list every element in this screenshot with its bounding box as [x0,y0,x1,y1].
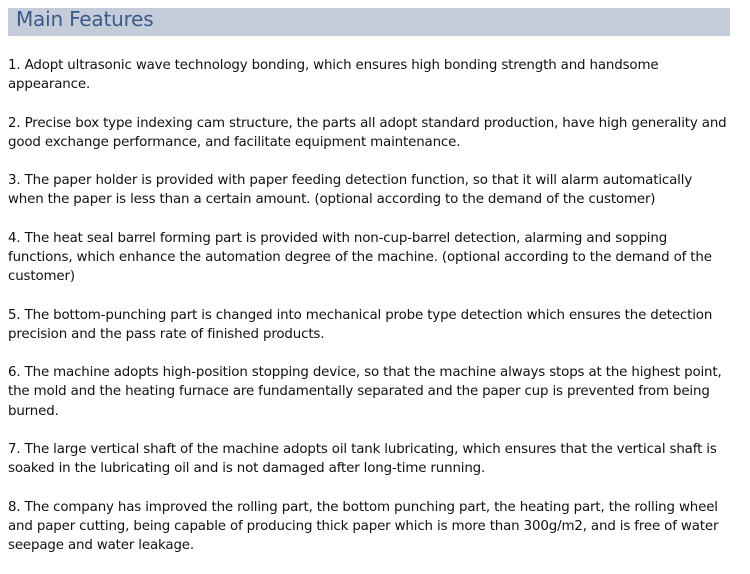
feature-item: 7. The large vertical shaft of the machine adopts oil tank lubricating, which ensures that the vertical shaft is soaked in the lubricating oil and is not damaged after long-time running. [8,441,717,477]
section-header [8,8,730,36]
section-title: Main Features [16,7,154,31]
features-list [8,56,730,574]
feature-item: 1. Adopt ultrasonic wave technology bonding, which ensures high bonding strength and handsome appearance. [8,58,659,93]
feature-item: 5. The bottom-punching part is changed into mechanical probe type detection which ensures the detection precision and the pass rate of finished products. [8,307,713,342]
feature-item: 2. Precise box type indexing cam structure, the parts all adopt standard production, have high generality and good exchange performance, and facilitate equipment maintenance. [8,115,727,150]
feature-item: 6. The machine adopts high-position stopping device, so that the machine always stops at the highest point, the mold and the heating furnace are fundamentally separated and the paper cup is prevented from being burned. [8,365,722,419]
feature-item: 4. The heat seal barrel forming part is provided with non-cup-barrel detection, alarming and sopping functions, which enhance the automation degree of the machine. (optional according to the demand of the customer) [8,230,712,285]
feature-item: 3. The paper holder is provided with paper feeding detection function, so that it will alarm automatically when the paper is less than a certain amount. (optional according to the demand of the customer) [8,173,693,208]
feature-item: 8. The company has improved the rolling part, the bottom punching part, the heating part, the rolling wheel and paper cutting, being capable of producing thick paper which is more than 300g/m2, and is free of water seepage and water leakage. [8,499,719,553]
